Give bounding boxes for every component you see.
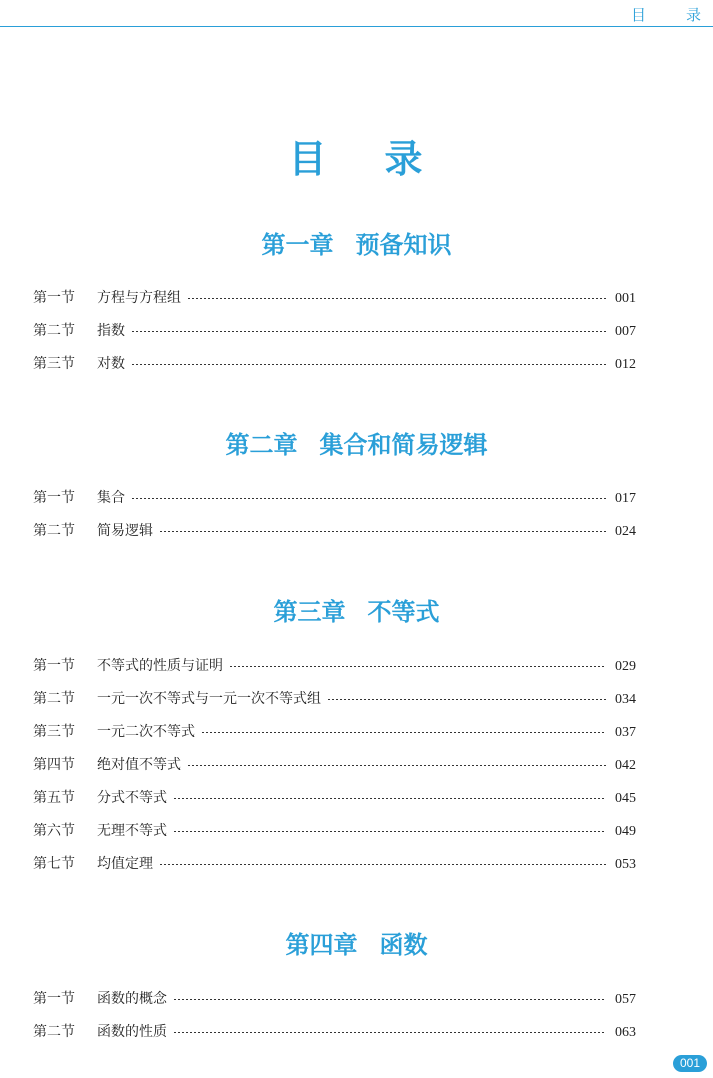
page-title <box>0 128 713 183</box>
section-title: 一元一次不等式与一元一次不等式组 <box>97 691 321 707</box>
section-title: 均值定理 <box>97 856 153 872</box>
section-title: 分式不等式 <box>97 790 167 806</box>
section-label: 第六节 <box>33 823 75 839</box>
page-ref: 057 <box>615 992 636 1007</box>
section-title: 不等式的性质与证明 <box>97 658 223 674</box>
page-ref: 045 <box>615 791 636 806</box>
running-header-char-2: 录 <box>685 6 701 24</box>
page-ref: 001 <box>615 291 636 306</box>
dot-leader <box>159 864 606 865</box>
chapter-label: 第三章 <box>273 597 346 626</box>
page-number-badge: 001 <box>673 1055 707 1072</box>
section-title: 方程与方程组 <box>97 290 181 306</box>
dot-leader <box>229 666 606 667</box>
toc-entry[interactable] <box>33 853 636 873</box>
section-label: 第三节 <box>33 356 75 372</box>
section-label: 第一节 <box>33 991 75 1007</box>
toc-entry[interactable] <box>33 655 636 675</box>
page-ref: 012 <box>615 357 636 372</box>
toc-entry[interactable] <box>33 820 636 840</box>
section-label: 第二节 <box>33 691 75 707</box>
section-title: 一元二次不等式 <box>97 724 195 740</box>
section-label: 第五节 <box>33 790 75 806</box>
dot-leader <box>131 331 606 332</box>
chapter-name: 不等式 <box>367 597 440 626</box>
page-ref: 007 <box>615 324 636 339</box>
dot-leader <box>201 732 606 733</box>
toc-entry[interactable] <box>33 988 636 1008</box>
section-label: 第二节 <box>33 523 75 539</box>
running-header-char-1: 目 <box>631 6 647 24</box>
section-label: 第七节 <box>33 856 75 872</box>
page-title-char-2: 录 <box>384 136 425 181</box>
toc-entry[interactable] <box>33 688 636 708</box>
section-label: 第一节 <box>33 490 75 506</box>
toc-entry[interactable] <box>33 1021 636 1041</box>
toc-entry[interactable] <box>33 520 636 540</box>
chapter-name: 预备知识 <box>355 230 452 259</box>
toc-entry[interactable] <box>33 721 636 741</box>
chapter-heading <box>0 425 713 460</box>
toc-entry[interactable] <box>33 787 636 807</box>
section-title: 集合 <box>97 490 125 506</box>
dot-leader <box>173 1032 606 1033</box>
dot-leader <box>187 765 606 766</box>
section-title: 函数的性质 <box>97 1024 167 1040</box>
dot-leader <box>173 831 606 832</box>
chapter-heading <box>0 592 713 627</box>
page-ref: 017 <box>615 491 636 506</box>
chapter-name: 函数 <box>379 930 428 959</box>
page-ref: 042 <box>615 758 636 773</box>
chapter-heading <box>0 925 713 960</box>
page-ref: 037 <box>615 725 636 740</box>
dot-leader <box>173 798 606 799</box>
section-label: 第四节 <box>33 757 75 773</box>
dot-leader <box>173 999 606 1000</box>
running-header <box>631 4 701 25</box>
page-ref: 034 <box>615 692 636 707</box>
section-title: 对数 <box>97 356 125 372</box>
toc-entry[interactable] <box>33 320 636 340</box>
page-ref: 029 <box>615 659 636 674</box>
toc-entry[interactable] <box>33 287 636 307</box>
dot-leader <box>327 699 606 700</box>
dot-leader <box>131 364 606 365</box>
page-ref: 053 <box>615 857 636 872</box>
section-title: 无理不等式 <box>97 823 167 839</box>
section-label: 第三节 <box>33 724 75 740</box>
chapter-heading <box>0 225 713 260</box>
header-rule <box>0 26 713 27</box>
page-ref: 024 <box>615 524 636 539</box>
section-label: 第二节 <box>33 1024 75 1040</box>
dot-leader <box>159 531 606 532</box>
section-title: 绝对值不等式 <box>97 757 181 773</box>
section-label: 第二节 <box>33 323 75 339</box>
section-label: 第一节 <box>33 658 75 674</box>
dot-leader <box>131 498 606 499</box>
section-title: 指数 <box>97 323 125 339</box>
chapter-name: 集合和简易逻辑 <box>319 430 488 459</box>
page-ref: 049 <box>615 824 636 839</box>
chapter-label: 第四章 <box>285 930 358 959</box>
page-ref: 063 <box>615 1025 636 1040</box>
chapter-label: 第一章 <box>261 230 334 259</box>
toc-entry[interactable] <box>33 487 636 507</box>
chapter-label: 第二章 <box>225 430 298 459</box>
dot-leader <box>187 298 606 299</box>
toc-entry[interactable] <box>33 754 636 774</box>
section-label: 第一节 <box>33 290 75 306</box>
section-title: 函数的概念 <box>97 991 167 1007</box>
toc-entry[interactable] <box>33 353 636 373</box>
page-title-char-1: 目 <box>288 136 329 181</box>
section-title: 简易逻辑 <box>97 523 153 539</box>
